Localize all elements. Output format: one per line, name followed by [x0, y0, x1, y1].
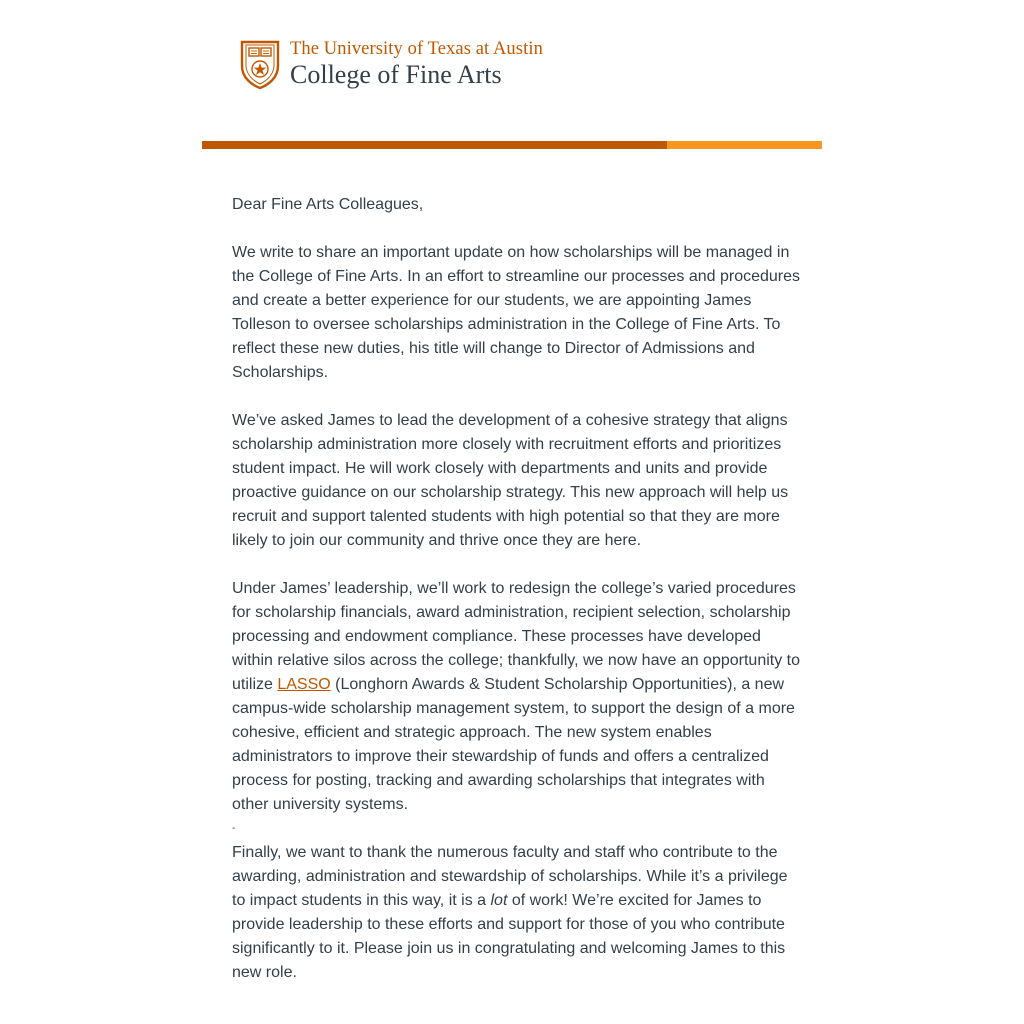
email-header: [202, 0, 822, 150]
university-name: The University of Texas at Austin: [290, 39, 543, 59]
paragraph-3-text-cont: (Longhorn Awards & Student Scholarship Opportunities), a new campus-wide scholarship management system, to support the design of a more cohesive, efficient and strategic approach. The new system enables administrators to improve their stewardship of funds and offers a centralized process for posting, tracking and awarding scholarships that integrates with other university systems.: [232, 676, 795, 813]
emphasis-lot: lot: [490, 892, 508, 909]
letter-body: [232, 193, 800, 1009]
ut-shield-icon: [240, 40, 280, 90]
paragraph-4-text-cont: of work! We’re excited for James to provide leadership to these efforts and support for those of you who contribute significantly to it. Please join us in congratulating and welcoming James to this new role.: [232, 892, 786, 981]
header-rule-accent: [667, 141, 822, 149]
paragraph-1: We write to share an important update on how scholarships will be managed in the College of Fine Arts. In an effort to streamline our processes and procedures and create a better experience for our students, we are appointing James Tolleson to oversee scholarships administration in the College of Fine Arts. To reflect these new duties, his title will change to Director of Admissions and Scholarships.: [232, 244, 801, 381]
paragraph-3: [232, 577, 800, 817]
paragraph-4-text: Finally, we want to thank the numerous faculty and staff who contribute to the awarding, administration and stewardship of scholarships. While it’s a privilege to impact students in this way, it is a: [232, 844, 788, 909]
header-rule-primary: [202, 141, 667, 149]
salutation: Dear Fine Arts Colleagues,: [232, 196, 424, 213]
college-logo[interactable]: [240, 38, 560, 94]
lasso-link[interactable]: LASSO: [277, 676, 331, 693]
stray-mark: -: [232, 823, 236, 834]
paragraph-4: [232, 841, 800, 985]
paragraph-2: We’ve asked James to lead the development of a cohesive strategy that aligns scholarship administration more closely with recruitment efforts and prioritizes student impact. He will work closely with departments and units and provide proactive guidance on our scholarship strategy. This new approach will help us recruit and support talented students with high potential so that they are more likely to join our community and thrive once they are here.: [232, 412, 789, 549]
paragraph-3-text: Under James’ leadership, we’ll work to redesign the college’s varied procedures for scholarship financials, award administration, recipient selection, scholarship processing and endowment compliance. These processes have developed within relative silos across the college; thankfully, we now have an opportunity to utilize: [232, 580, 801, 693]
college-name: College of Fine Arts: [290, 60, 502, 89]
